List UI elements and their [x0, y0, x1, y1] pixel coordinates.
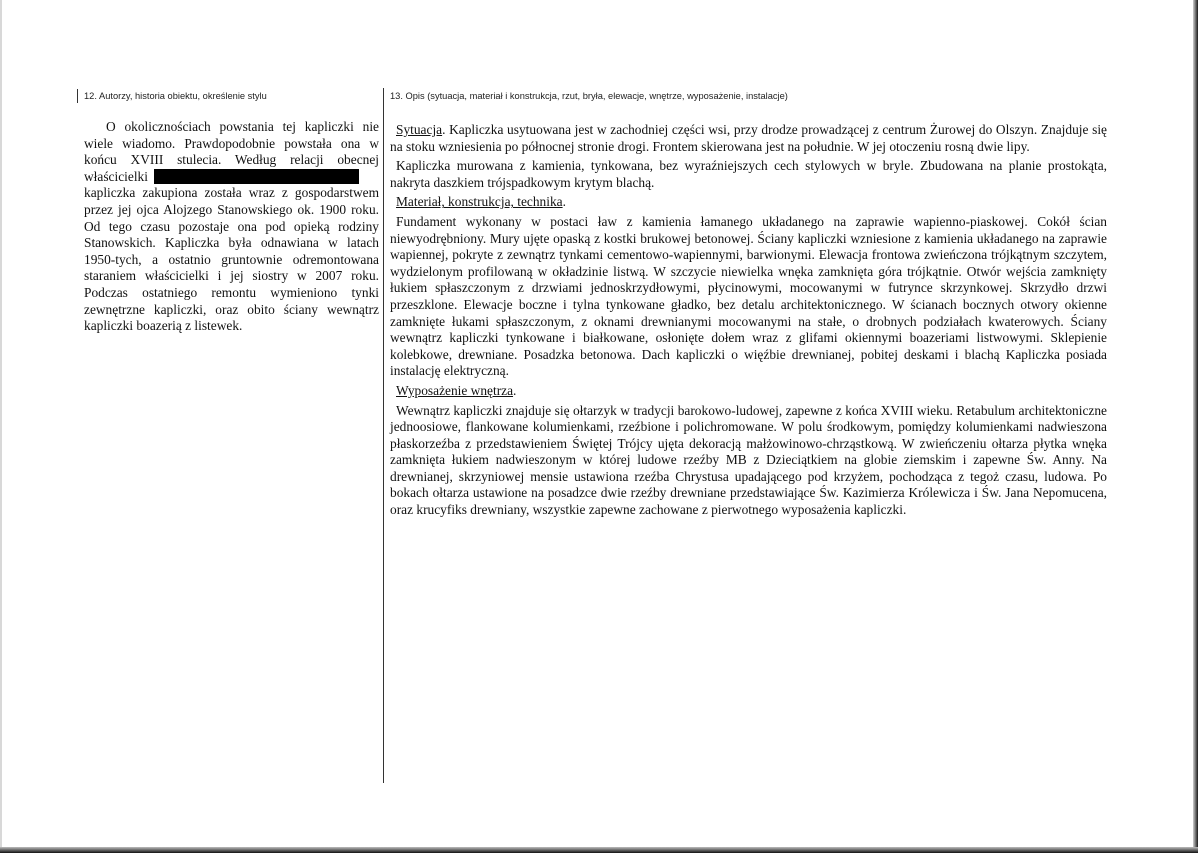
material-label-suffix: .	[562, 194, 566, 210]
left-column-marker	[77, 89, 78, 103]
redacted-name-block	[154, 169, 359, 184]
section-13-header: 13. Opis (sytuacja, materiał i konstrukcja, rzut, bryła, elewacje, wnętrze, wyposażenie, instalacje)	[390, 91, 788, 101]
scan-edge-right	[1193, 0, 1198, 853]
situation-paragraph	[390, 122, 1107, 155]
situation-text: . Kapliczka usytuowana jest w zachodniej części wsi, przy drodze prowadzącej z centrum Żurowej do Olszyn. Znajduje się na stoku wzniesienia po północnej stronie drogi. Frontem skierowana jest na południe. W jej otoczeniu rosną dwie lipy.	[390, 122, 1107, 154]
material-label: Materiał, konstrukcja, technika	[396, 194, 563, 210]
material-heading	[390, 194, 1107, 211]
column-divider	[383, 88, 384, 783]
situation-label: Sytuacja	[396, 122, 443, 137]
description-column	[390, 122, 1107, 522]
history-column	[84, 119, 379, 335]
scan-edge-bottom	[0, 847, 1198, 853]
section-12-header: 12. Autorzy, historia obiektu, określenie stylu	[84, 91, 267, 101]
history-paragraph	[84, 119, 379, 335]
interior-paragraph: Wewnątrz kapliczki znajduje się ołtarzyk w tradycji barokowo-ludowej, zapewne z końca XVIII wieku. Retabulum architektoniczne jednoosiowe, flankowane kolumienkami, rzeźbione i polichromowane. W polu środkowym, pomiędzy kolumienkami nadwieszona płaskorzeźba z przedstawieniem Świętej Trójcy ujęta dekoracją małżowinowo-chrząstkową. W zwieńczeniu ołtarza płytka wnęka zamknięta łukiem nadwieszonym w której ludowe rzeźby MB z Dzieciątkiem na globie ziemskim i zapewne Św. Anny. Na drewnianej, skrzyniowej mensie ustawiona rzeźba Chrystusa upadającego pod krzyżem, pochodząca z tegoż czasu, ludowa. Po bokach ołtarza ustawione na posadzce dwie rzeźby drewniane przedstawiające Św. Kazimierza Królewicza i Św. Jana Nepomucena, oraz krucyfiks drewniany, wszystkie zapewne zachowane z pierwotnego wyposażenia kapliczki.	[390, 402, 1107, 518]
interior-label-suffix: .	[513, 382, 517, 398]
material-paragraph: Fundament wykonany w postaci ław z kamienia łamanego układanego na zaprawie wapienno-piaskowej. Cokół ścian niewyodrębniony. Mury ujęte opaską z kostki brukowej betonowej. Ściany kapliczki wzniesione z kamienia układanego na zaprawie wapiennej, pokryte z zewnątrz tynkami cementowo-wapiennymi, barwionymi. Elewacja frontowa zwieńczona trójkątnym szczytem, wydzielonym profilowaną w okładzinie listwą. W szczycie niewielka wnęka zamknięta góra trójkątnie. Otwór wejścia zamknięty łukiem spłaszczonym z drzwiami jednoskrzydłowymi, płycinowymi, mocowanymi w futrynce skrzynkowej. Skrzydło drzwi przeszklone. Elewacje boczne i tylna tynkowane gładko, bez detalu architektonicznego. W ścianach bocznych otwory okienne zamknięte łukami spłaszczonym, z oknami drewnianymi mocowanymi na stałe, o drobnych podziałach kwaterowych. Ściany wewnątrz kapliczki tynkowane i białkowane, osłonięte dołem wraz z glifami okiennymi boazeriami listwowymi. Sklepienie kolebkowe, drewniane. Posadzka betonowa. Dach kapliczki o więźbie drewnianej, pobitej deskami i blachą Kapliczka posiada instalację elektryczną.	[390, 213, 1107, 379]
interior-label: Wyposażenie wnętrza	[396, 382, 514, 398]
scan-edge-left	[0, 0, 2, 853]
history-text-part2: kapliczka zakupiona została wraz z gospodarstwem przez jej ojca Alojzego Stanowskiego ok. 1900 roku. Od tego czasu pozostaje ona pod opieką rodziny Stanowskich. Kapliczka była odnawiana w latach 1950-tych, a ostatnio gruntownie odremontowana staraniem właścicielki i jej siostry w 2007 roku. Podczas ostatniego remontu wymieniono tynki zewnętrzne kapliczki, oraz obito ściany wewnątrz kapliczki boazerią z listewek.	[84, 185, 379, 334]
form-paragraph: Kapliczka murowana z kamienia, tynkowana, bez wyraźniejszych cech stylowych w bryle. Zbudowana na planie prostokąta, nakryta daszkiem trójspadkowym krytym blachą.	[390, 158, 1107, 190]
interior-heading	[390, 383, 1107, 400]
history-text-part1: O okolicznościach powstania tej kapliczki nie wiele wiadomo. Prawdopodobnie powstała ona w końcu XVIII stulecia. Według relacji obecnej właścicielki	[84, 119, 379, 184]
